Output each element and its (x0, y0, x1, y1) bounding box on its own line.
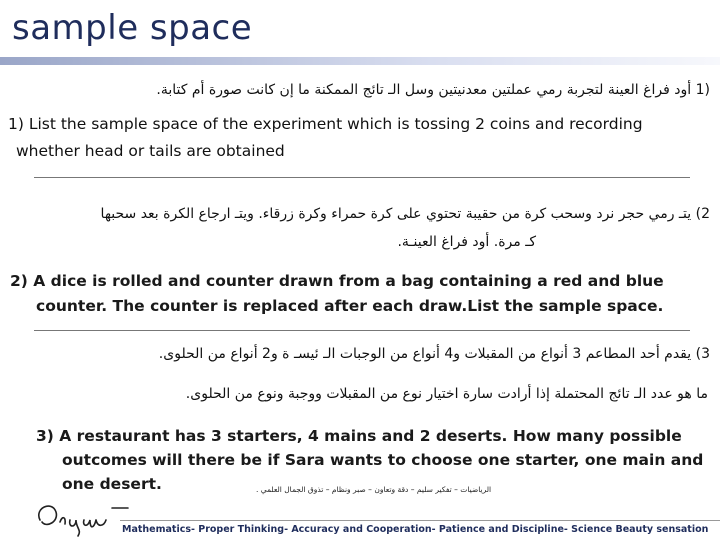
signature-logo (32, 498, 132, 538)
q1-english-line2: whether head or tails are obtained (16, 142, 285, 160)
footer-divider (120, 520, 720, 521)
q2-arabic-line2: كـ مرة. أود فراغ العينـة. (397, 234, 536, 250)
q2-english-line2: counter. The counter is replaced after each draw.List the sample space. (36, 297, 664, 315)
q1-arabic: (1 أود فراغ العينة لتجربة رمي عملتين معدنيتين وسل الـ تائج الممكنة ما إن كانت صورة أم كتابة. (156, 82, 710, 98)
footer-english-motto: Mathematics- Proper Thinking- Accuracy and Cooperation- Patience and Discipline- Science Beauty sensation (122, 524, 709, 535)
q1-english-line1: 1) List the sample space of the experiment which is tossing 2 coins and recording (8, 115, 643, 133)
q2-arabic-line1: 2) يتـ رمي حجر نرد وسحب كرة من حقيبة تحتوي على كرة حمراء وكرة زرقاء. ويتـ ارجاع الكرة بعد سحبها (100, 206, 710, 222)
q3-english-line1: 3) A restaurant has 3 starters, 4 mains and 2 deserts. How many possible (36, 427, 682, 445)
title-divider (0, 57, 720, 65)
footer-arabic-motto: الرياضيات – تفكير سليم – دقة وتعاون – صبر ونظام – تذوق الجمال العلمي . (256, 485, 492, 494)
q3-english-line2: outcomes will there be if Sara wants to choose one starter, one main and (62, 451, 704, 469)
page-title: sample space (12, 8, 253, 48)
q3-english-line3: one desert. (62, 475, 162, 493)
q1-divider (34, 177, 690, 178)
q2-english-line1: 2) A dice is rolled and counter drawn from a bag containing a red and blue (10, 272, 664, 290)
q3-arabic-line2: ما هو عدد الـ تائج المحتملة إذا أرادت سارة اختيار نوع من المقبلات ووجبة ونوع من الحلوى. (185, 386, 708, 402)
q3-arabic-line1: 3) يقدم أحد المطاعم 3 أنواع من المقبلات و4 أنواع من الوجبات الـ ئيسـ ة و2 أنواع من الحلوى. (158, 346, 710, 362)
q2-divider (34, 330, 690, 331)
